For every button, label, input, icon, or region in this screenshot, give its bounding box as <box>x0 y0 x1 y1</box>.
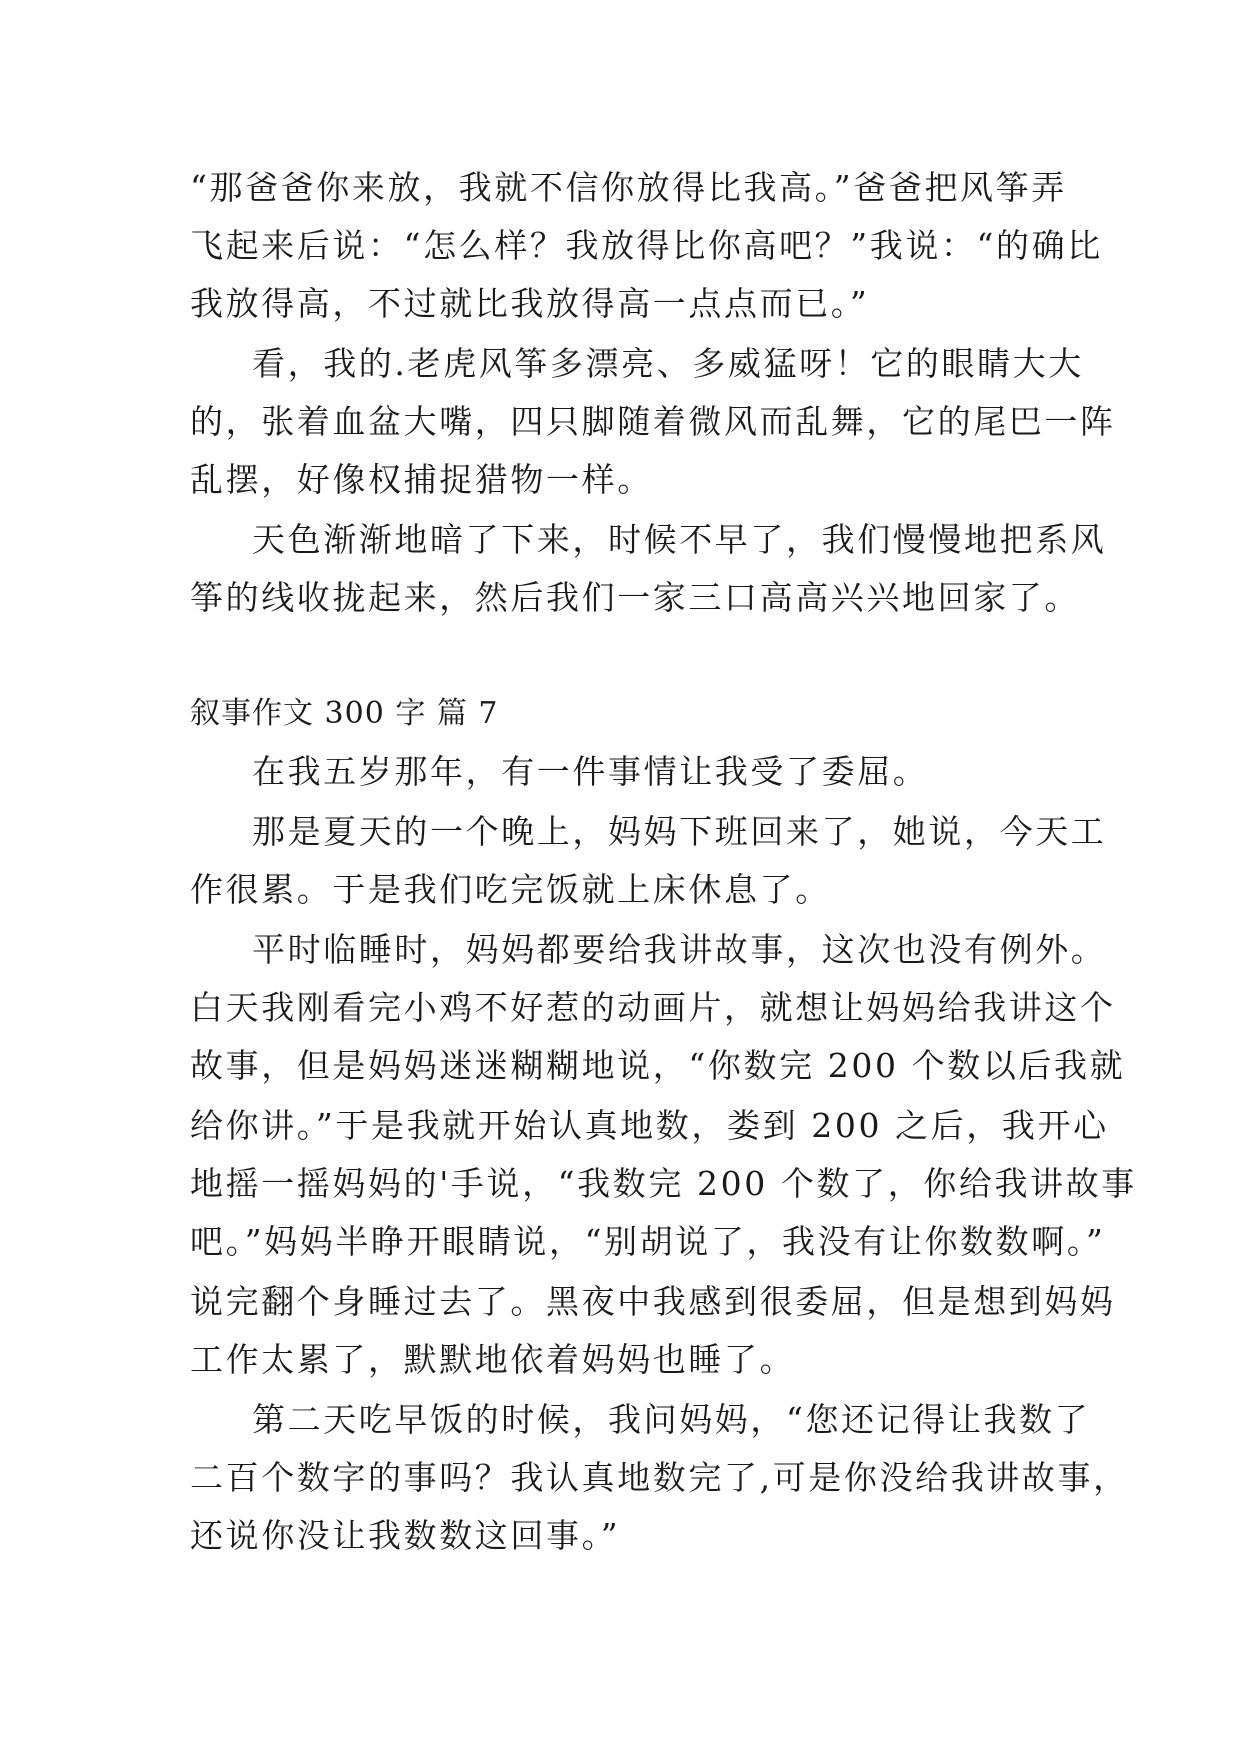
paragraph-line: 第二天吃早饭的时候，我问妈妈，“您还记得让我数了 <box>252 1400 1091 1439</box>
paragraph-line: 飞起来后说：“怎么样？我放得比你高吧？”我说：“的确比 <box>190 226 1103 265</box>
paragraph-line: 地摇一摇妈妈的'手说，“我数完 200 个数了，你给我讲故事 <box>190 1164 1137 1203</box>
paragraph-line: 白天我刚看完小鸡不好惹的动画片，就想让妈妈给我讲这个 <box>190 988 1116 1027</box>
paragraph-line: 还说你没让我数数这回事。” <box>190 1516 621 1555</box>
paragraph-line: 乱摆，好像权捕捉猎物一样。 <box>190 460 653 499</box>
paragraph-line: 故事，但是妈妈迷迷糊糊地说，“你数完 200 个数以后我就 <box>190 1046 1126 1085</box>
paragraph-line: 作很累。于是我们吃完饭就上床休息了。 <box>190 870 831 909</box>
paragraph-line: 的，张着血盆大嘴，四只脚随着微风而乱舞，它的尾巴一阵 <box>190 402 1116 441</box>
document-page <box>190 0 1137 1754</box>
paragraph-line: 筝的线收拢起来，然后我们一家三口高高兴兴地回家了。 <box>190 578 1080 617</box>
paragraph-line: 那是夏天的一个晚上，妈妈下班回来了，她说，今天工 <box>252 812 1107 851</box>
paragraph-line: 看，我的.老虎风筝多漂亮、多威猛呀！它的眼睛大大 <box>252 344 1084 383</box>
paragraph-line: 在我五岁那年，有一件事情让我受了委屈。 <box>252 752 929 791</box>
paragraph-line: “那爸爸你来放，我就不信你放得比我高。”爸爸把风筝弄 <box>190 168 1067 207</box>
paragraph-line: 平时临睡时，妈妈都要给我讲故事，这次也没有例外。 <box>252 930 1107 969</box>
section-heading: 叙事作文 300 字 篇 7 <box>190 696 499 731</box>
paragraph-line: 天色渐渐地暗了下来，时候不早了，我们慢慢地把系风 <box>252 520 1107 559</box>
paragraph-line: 吧。”妈妈半睁开眼睛说，“别胡说了，我没有让你数数啊。” <box>190 1222 1106 1261</box>
paragraph-line: 二百个数字的事吗？我认真地数完了,可是你没给我讲故事， <box>190 1458 1129 1497</box>
paragraph-line: 说完翻个身睡过去了。黑夜中我感到很委屈，但是想到妈妈 <box>190 1282 1116 1321</box>
paragraph-line: 给你讲。”于是我就开始认真地数，娄到 200 之后，我开心 <box>190 1106 1109 1145</box>
paragraph-line: 我放得高，不过就比我放得高一点点而已。” <box>190 284 870 323</box>
paragraph-line: 工作太累了，默默地依着妈妈也睡了。 <box>190 1340 796 1379</box>
